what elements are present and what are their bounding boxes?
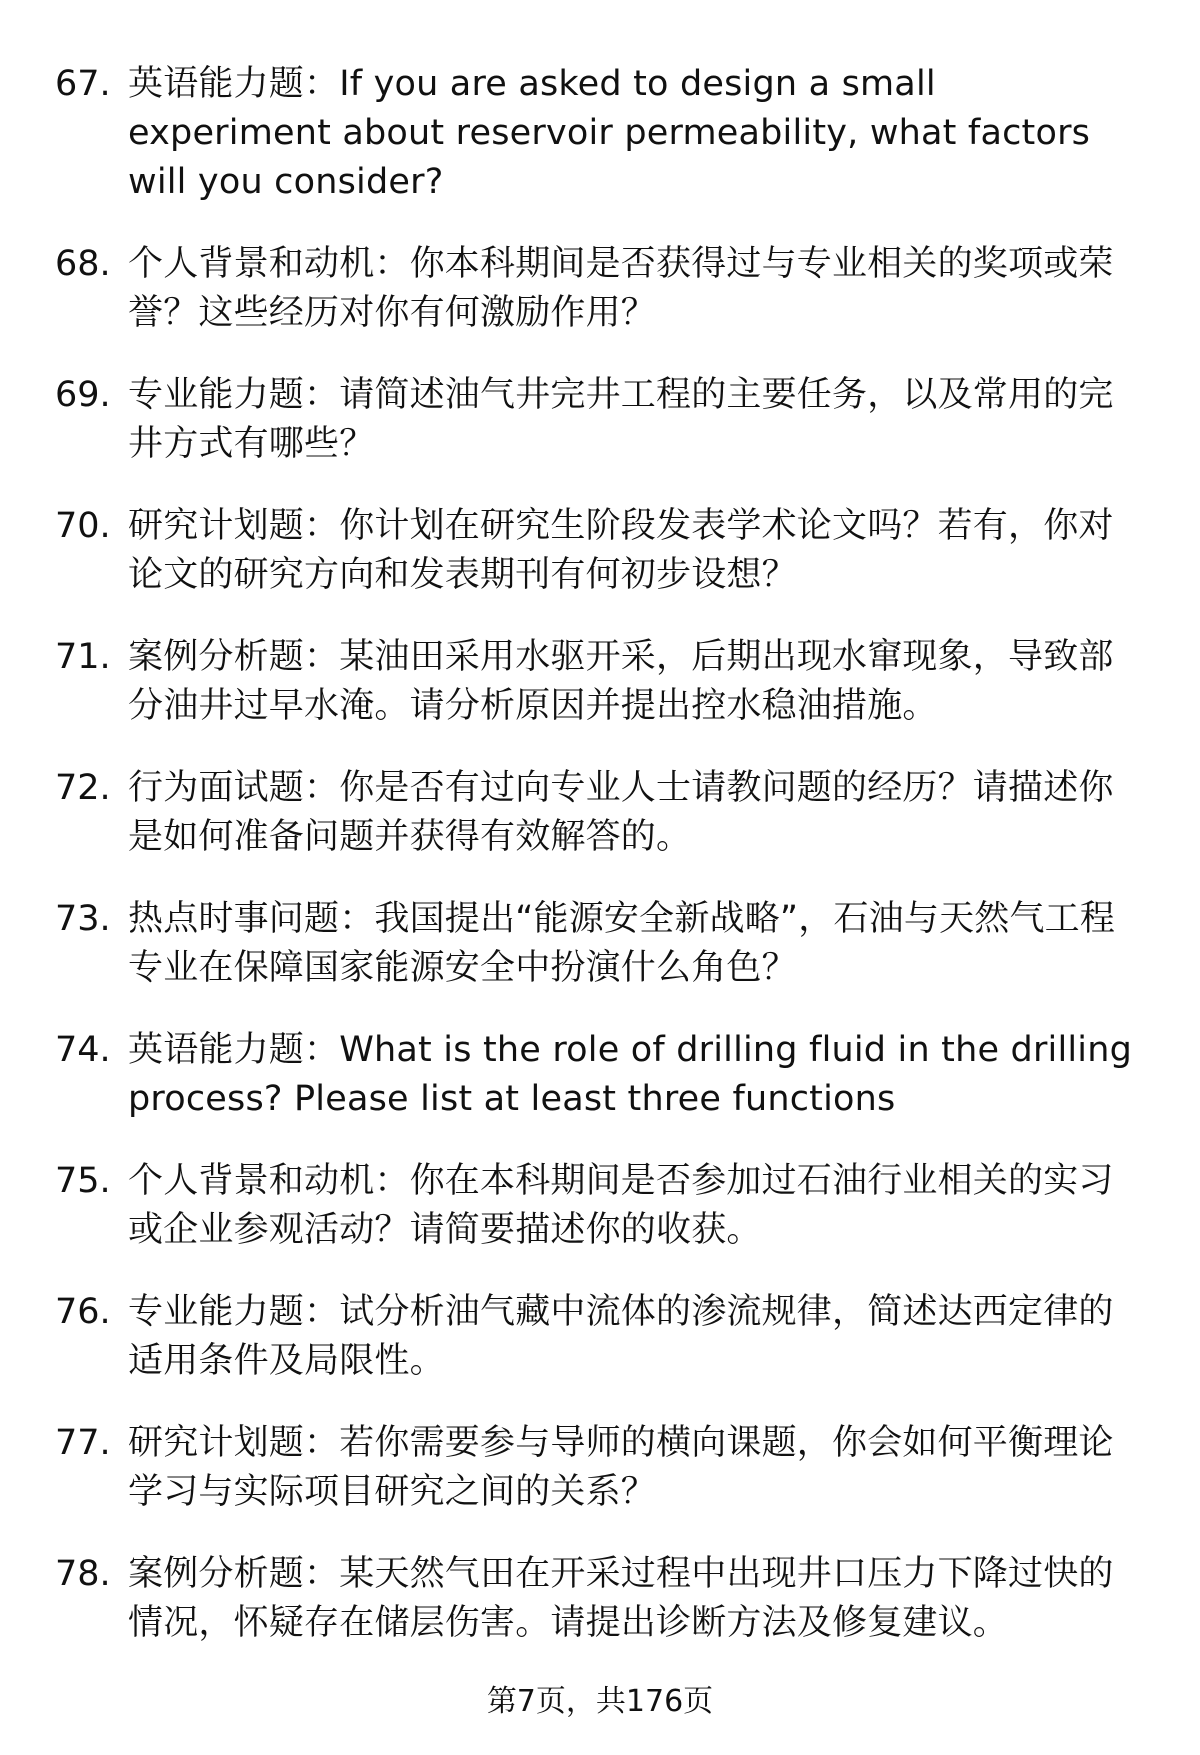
question-text: 热点时事问题：我国提出“能源安全新战略”，石油与天然气工程专业在保障国家能源安全中扮演什么角色？ [128, 899, 1116, 988]
question-number: 73. [55, 899, 111, 939]
question-number: 74. [55, 1030, 111, 1070]
question-number: 72. [55, 768, 111, 808]
question-text: 专业能力题：请简述油气井完井工程的主要任务，以及常用的完井方式有哪些？ [128, 375, 1114, 464]
question-text: 行为面试题：你是否有过向专业人士请教问题的经历？请描述你是如何准备问题并获得有效解答的。 [128, 768, 1114, 857]
question-text: 英语能力题：If you are asked to design a small experiment about reservoir permeability, what factors will you consider? [128, 64, 1091, 202]
question-text: 个人背景和动机：你在本科期间是否参加过石油行业相关的实习或企业参观活动？请简要描述你的收获。 [128, 1161, 1114, 1250]
question-text: 研究计划题：若你需要参与导师的横向课题，你会如何平衡理论学习与实际项目研究之间的关系？ [128, 1423, 1114, 1512]
question-item [55, 371, 1145, 469]
question-item [55, 240, 1145, 338]
question-item [55, 1419, 1145, 1517]
question-text: 英语能力题：What is the role of drilling fluid in the drilling process? Please list at least three functions [128, 1030, 1133, 1119]
question-text: 个人背景和动机：你本科期间是否获得过与专业相关的奖项或荣誉？这些经历对你有何激励作用？ [128, 244, 1114, 333]
question-item [55, 1288, 1145, 1386]
question-number: 71. [55, 637, 111, 677]
question-item [55, 895, 1145, 993]
question-number: 70. [55, 506, 111, 546]
question-item [55, 633, 1145, 731]
question-text: 专业能力题：试分析油气藏中流体的渗流规律，简述达西定律的适用条件及局限性。 [128, 1292, 1114, 1381]
question-number: 68. [55, 244, 111, 284]
question-item [55, 502, 1145, 600]
question-number: 77. [55, 1423, 111, 1463]
question-item [55, 1550, 1145, 1648]
question-text: 案例分析题：某油田采用水驱开采，后期出现水窜现象，导致部分油井过早水淹。请分析原因并提出控水稳油措施。 [128, 637, 1114, 726]
question-number: 69. [55, 375, 111, 415]
question-number: 75. [55, 1161, 111, 1201]
question-text: 研究计划题：你计划在研究生阶段发表学术论文吗？若有，你对论文的研究方向和发表期刊有何初步设想？ [128, 506, 1114, 595]
question-item [55, 1026, 1145, 1124]
question-item [55, 764, 1145, 862]
question-item [55, 1157, 1145, 1255]
question-list [55, 60, 1145, 1681]
question-number: 67. [55, 64, 111, 104]
page-number-footer: 第7页，共176页 [486, 1684, 714, 1719]
question-number: 78. [55, 1554, 111, 1594]
question-item [55, 60, 1145, 207]
question-number: 76. [55, 1292, 111, 1332]
question-text: 案例分析题：某天然气田在开采过程中出现井口压力下降过快的情况，怀疑存在储层伤害。请提出诊断方法及修复建议。 [128, 1554, 1114, 1643]
